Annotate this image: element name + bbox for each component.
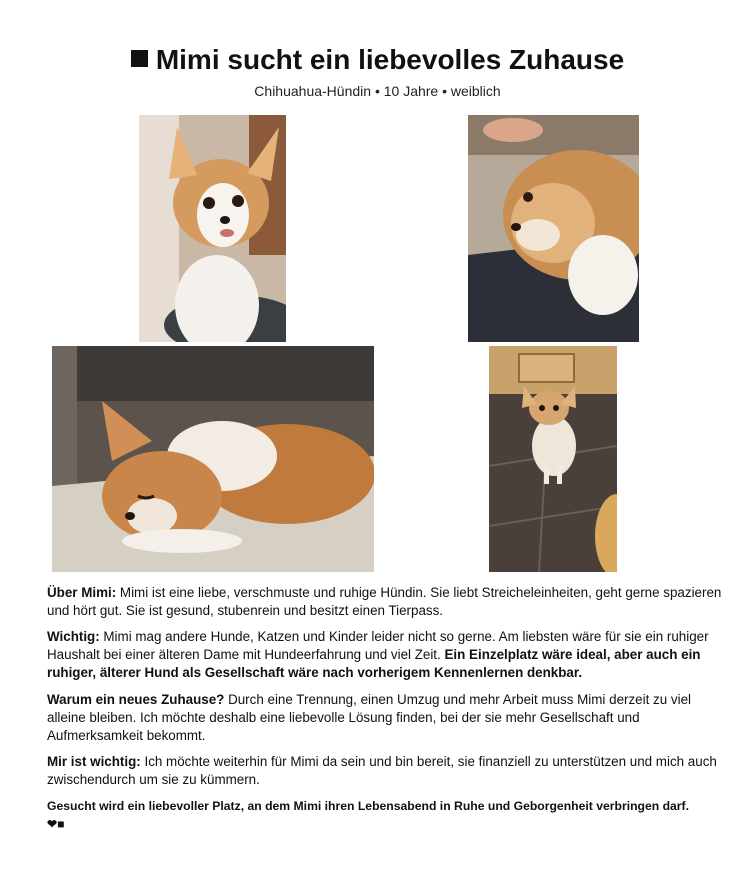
dog-photo-lying [52, 346, 374, 572]
page-title-text: Mimi sucht ein liebevolles Zuhause [155, 44, 625, 75]
important-label: Wichtig: [47, 629, 100, 644]
dog-photo-petted [468, 115, 639, 342]
page-title [0, 44, 755, 76]
closing-text: Gesucht wird ein liebevoller Platz, an dem Mimi ihren Lebensabend in Ruhe und Geborgenheit verbringen darf. [47, 799, 689, 813]
heart-square-icons: ❤■ [47, 817, 65, 831]
about-text: Mimi ist eine liebe, verschmuste und ruhige Hündin. Sie liebt Streicheleinheiten, geht gerne spazieren und hört gut. Sie ist gesund, stubenrein und besitzt einen Tierpass. [47, 585, 722, 618]
for-me-text: Ich möchte weiterhin für Mimi da sein und bin bereit, sie finanziell zu unterstützen und mich auch zwischendurch um sie zu kümmern. [47, 754, 717, 787]
page-subtitle: Chihuahua-Hündin • 10 Jahre • weiblich [254, 83, 501, 99]
about-label: Über Mimi: [47, 585, 117, 600]
why-text: Durch eine Trennung, einen Umzug und mehr Arbeit muss Mimi derzeit zu viel alleine bleiben. Ich möchte deshalb eine liebevolle Lösung finden, bei der sie mehr Gesellschaft und Aufmerksamkeit bekommt. [47, 692, 691, 743]
dog-photo-sitting [139, 115, 286, 342]
for-me-label: Mir ist wichtig: [47, 754, 141, 769]
about-section [47, 584, 727, 620]
important-bold-text: Ein Einzelplatz wäre ideal, aber auch ein ruhiger, älterer Hund als Gesellschaft wäre nach vorherigem Kennenlernen denkbar. [47, 647, 701, 680]
why-section [47, 691, 727, 745]
important-section [47, 628, 727, 682]
closing-section [47, 797, 727, 833]
for-me-section [47, 753, 727, 789]
dog-photo-standing [489, 346, 617, 572]
square-icon [131, 50, 148, 67]
why-label: Warum ein neues Zuhause? [47, 692, 225, 707]
important-text: Mimi mag andere Hunde, Katzen und Kinder leider nicht so gerne. Am liebsten wäre für sie ein ruhiger Haushalt bei einer älteren Dame mit Hundeerfahrung und viel Zeit. [47, 629, 709, 662]
